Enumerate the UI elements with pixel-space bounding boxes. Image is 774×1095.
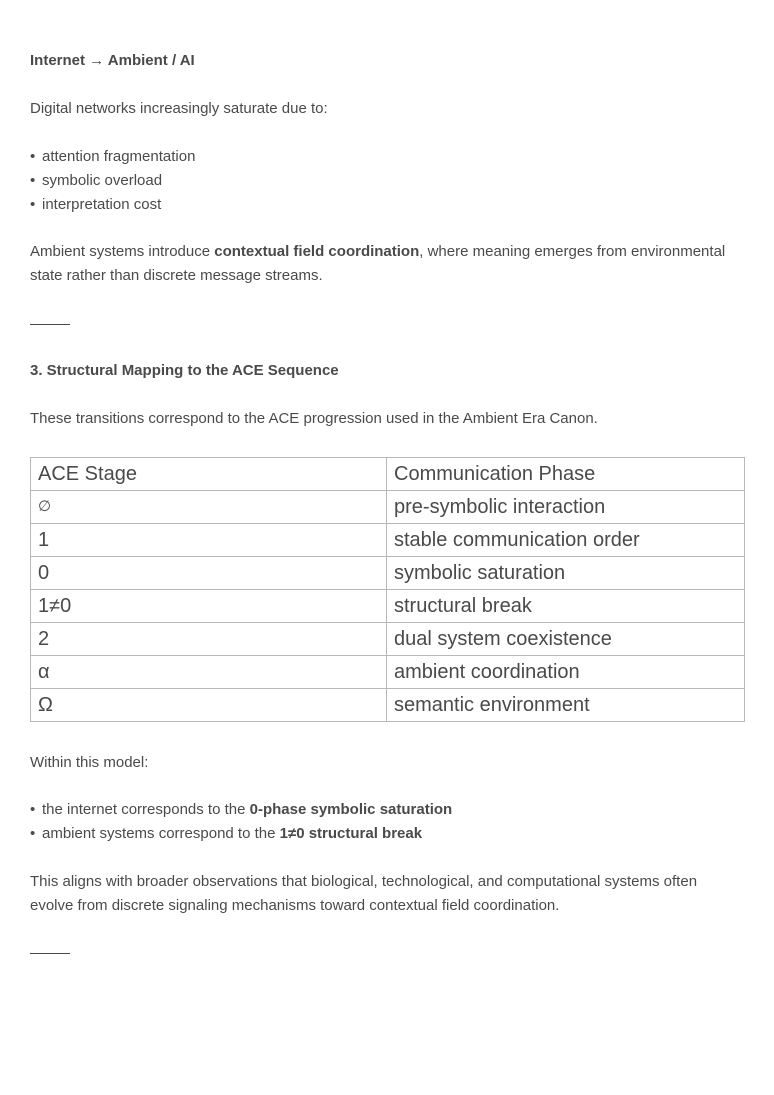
section-divider (30, 953, 70, 954)
list-item: • the internet corresponds to the 0-phase symbolic saturation (30, 798, 452, 822)
table-cell: 1 (31, 524, 387, 557)
list-item: • ambient systems correspond to the 1≠0 structural break (30, 822, 452, 846)
table-cell: 1≠0 (31, 590, 387, 623)
table-row (31, 656, 745, 689)
table-cell: 2 (31, 623, 387, 656)
table-row (31, 623, 745, 656)
table-row (31, 689, 745, 722)
ace-mapping-table (30, 457, 745, 722)
model-list (30, 798, 452, 846)
table-cell: ambient coordination (387, 656, 745, 689)
table-cell: pre-symbolic interaction (387, 491, 745, 524)
table-cell: symbolic saturation (387, 557, 745, 590)
emphasis-text: 0-phase symbolic saturation (249, 801, 453, 818)
table-row (31, 524, 745, 557)
table-cell: stable communication order (387, 524, 745, 557)
table-cell: semantic environment (387, 689, 745, 722)
table-row (31, 590, 745, 623)
table-header-row (31, 458, 745, 491)
list-item: • attention fragmentation (30, 145, 195, 169)
section-divider (30, 324, 70, 325)
table-cell: dual system coexistence (387, 623, 745, 656)
section-lead: These transitions correspond to the ACE progression used in the Ambient Era Canon. (30, 410, 598, 427)
table-row (31, 491, 745, 524)
table-cell: structural break (387, 590, 745, 623)
list-item: • symbolic overload (30, 169, 195, 193)
section-title: Internet → Ambient / AI (30, 52, 195, 69)
list-item: • interpretation cost (30, 193, 195, 217)
table-cell: α (31, 656, 387, 689)
model-lead: Within this model: (30, 754, 149, 771)
table-cell: 0 (31, 557, 387, 590)
saturation-causes-list (30, 145, 195, 217)
column-header-ace-stage: ACE Stage (31, 458, 387, 491)
table-cell: Ω (31, 689, 387, 722)
emphasis-text: contextual field coordination (214, 243, 420, 260)
table-cell: ∅ (31, 491, 387, 524)
ambient-systems-paragraph: Ambient systems introduce contextual field coordination, where meaning emerges from environmental state rather than discrete message streams. (30, 243, 726, 284)
emphasis-text: 1≠0 structural break (279, 825, 423, 842)
table-row (31, 557, 745, 590)
section-heading: 3. Structural Mapping to the ACE Sequence (30, 362, 339, 379)
closing-paragraph: This aligns with broader observations that biological, technological, and computational systems often evolve from discrete signaling mechanisms toward contextual field coordination. (30, 873, 698, 914)
column-header-communication-phase: Communication Phase (387, 458, 745, 491)
intro-lead: Digital networks increasingly saturate due to: (30, 100, 328, 117)
